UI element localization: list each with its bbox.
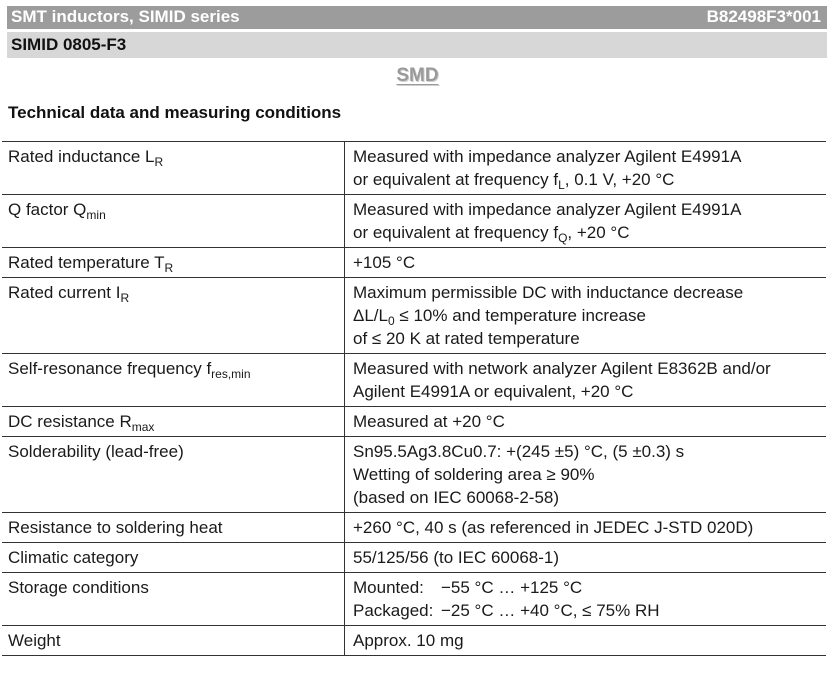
condition-text: (based on IEC 60068-2-58) bbox=[353, 488, 560, 507]
parameter-subscript: max bbox=[131, 420, 155, 434]
condition-cell bbox=[345, 437, 827, 513]
condition-line bbox=[353, 380, 820, 403]
condition-cell bbox=[345, 543, 827, 573]
condition-line bbox=[353, 304, 820, 327]
parameter-name: DC resistance R bbox=[8, 412, 132, 431]
parameter-cell bbox=[2, 195, 345, 248]
condition-line bbox=[353, 576, 820, 599]
condition-line bbox=[353, 281, 820, 304]
condition-text: or equivalent at frequency f bbox=[353, 170, 559, 189]
model-title: SIMID 0805-F3 bbox=[11, 35, 127, 54]
condition-cell bbox=[345, 142, 827, 195]
parameter-cell bbox=[2, 142, 345, 195]
table-row bbox=[2, 278, 826, 354]
table-row bbox=[2, 195, 826, 248]
parameter-name: Q factor Q bbox=[8, 200, 87, 219]
condition-line bbox=[353, 221, 820, 244]
condition-line bbox=[353, 145, 820, 168]
parameter-cell bbox=[2, 626, 345, 656]
parameter-cell bbox=[2, 437, 345, 513]
section-title: Technical data and measuring conditions bbox=[8, 103, 342, 122]
parameter-cell bbox=[2, 543, 345, 573]
parameter-name: Rated inductance L bbox=[8, 147, 155, 166]
condition-cell bbox=[345, 354, 827, 407]
condition-text: Wetting of soldering area ≥ 90% bbox=[353, 465, 595, 484]
condition-text: ΔL/L bbox=[353, 306, 388, 325]
technical-data-table bbox=[2, 141, 826, 656]
condition-line bbox=[353, 168, 820, 191]
condition-text: Agilent E4991A or equivalent, +20 °C bbox=[353, 382, 634, 401]
parameter-name: Rated current I bbox=[8, 283, 121, 302]
table-row bbox=[2, 354, 826, 407]
parameter-name: Resistance to soldering heat bbox=[8, 518, 223, 537]
condition-label: Mounted: bbox=[353, 578, 424, 597]
parameter-name: Solderability (lead-free) bbox=[8, 442, 184, 461]
table-row bbox=[2, 513, 826, 543]
condition-line bbox=[353, 629, 820, 652]
parameter-subscript: res,min bbox=[211, 367, 251, 381]
condition-text: Sn95.5Ag3.8Cu0.7: +(245 ±5) °C, (5 ±0.3) s bbox=[353, 442, 685, 461]
condition-line bbox=[353, 463, 820, 486]
parameter-cell bbox=[2, 513, 345, 543]
parameter-name: Storage conditions bbox=[8, 578, 149, 597]
condition-line bbox=[353, 198, 820, 221]
condition-cell bbox=[345, 513, 827, 543]
parameter-subscript: R bbox=[120, 291, 130, 305]
condition-text: Measured with impedance analyzer Agilent E4991A bbox=[353, 147, 742, 166]
condition-line bbox=[353, 516, 820, 539]
condition-line bbox=[353, 546, 820, 569]
condition-line bbox=[353, 599, 820, 622]
smd-badge: SMD bbox=[396, 65, 439, 86]
condition-text: +260 °C, 40 s (as referenced in JEDEC J-STD 020D) bbox=[353, 518, 754, 537]
table-row bbox=[2, 437, 826, 513]
table-row bbox=[2, 543, 826, 573]
condition-line bbox=[353, 410, 820, 433]
condition-text: 55/125/56 (to IEC 60068-1) bbox=[353, 548, 560, 567]
condition-label: Packaged: bbox=[353, 601, 434, 620]
table-row bbox=[2, 407, 826, 437]
condition-text: of ≤ 20 K at rated temperature bbox=[353, 329, 580, 348]
parameter-name: Self-resonance frequency f bbox=[8, 359, 212, 378]
condition-text: Measured with network analyzer Agilent E8362B and/or bbox=[353, 359, 771, 378]
condition-subscript: L bbox=[558, 178, 565, 192]
condition-text: , 0.1 V, +20 °C bbox=[564, 170, 675, 189]
parameter-name: Weight bbox=[8, 631, 61, 650]
parameter-name: Climatic category bbox=[8, 548, 139, 567]
condition-line bbox=[353, 486, 820, 509]
parameter-cell bbox=[2, 573, 345, 626]
condition-cell bbox=[345, 195, 827, 248]
condition-text: , +20 °C bbox=[567, 223, 630, 242]
condition-subscript: Q bbox=[558, 231, 568, 245]
table-row bbox=[2, 626, 826, 656]
part-number: B82498F3*001 bbox=[706, 7, 821, 26]
parameter-subscript: min bbox=[86, 208, 106, 222]
condition-text: −25 °C … +40 °C, ≤ 75% RH bbox=[441, 601, 660, 620]
model-header-bar bbox=[7, 32, 827, 58]
condition-line bbox=[353, 440, 820, 463]
condition-subscript: 0 bbox=[388, 314, 395, 328]
parameter-name: Rated temperature T bbox=[8, 253, 165, 272]
condition-text: Maximum permissible DC with inductance decrease bbox=[353, 283, 744, 302]
condition-text: or equivalent at frequency f bbox=[353, 223, 559, 242]
condition-line bbox=[353, 327, 820, 350]
condition-text: Measured with impedance analyzer Agilent E4991A bbox=[353, 200, 742, 219]
parameter-subscript: R bbox=[154, 155, 164, 169]
condition-text: Approx. 10 mg bbox=[353, 631, 464, 650]
parameter-cell bbox=[2, 248, 345, 278]
parameter-cell bbox=[2, 278, 345, 354]
condition-text: ≤ 10% and temperature increase bbox=[394, 306, 646, 325]
condition-cell bbox=[345, 248, 827, 278]
condition-cell bbox=[345, 573, 827, 626]
table-row bbox=[2, 142, 826, 195]
series-header-bar bbox=[7, 6, 827, 29]
parameter-cell bbox=[2, 354, 345, 407]
condition-line bbox=[353, 357, 820, 380]
condition-text: Measured at +20 °C bbox=[353, 412, 505, 431]
condition-text: −55 °C … +125 °C bbox=[441, 578, 583, 597]
series-title: SMT inductors, SIMID series bbox=[11, 7, 240, 26]
table-row bbox=[2, 248, 826, 278]
condition-text: +105 °C bbox=[353, 253, 416, 272]
table-row bbox=[2, 573, 826, 626]
condition-cell bbox=[345, 626, 827, 656]
condition-cell bbox=[345, 407, 827, 437]
condition-line bbox=[353, 251, 820, 274]
parameter-subscript: R bbox=[164, 261, 174, 275]
condition-cell bbox=[345, 278, 827, 354]
parameter-cell bbox=[2, 407, 345, 437]
